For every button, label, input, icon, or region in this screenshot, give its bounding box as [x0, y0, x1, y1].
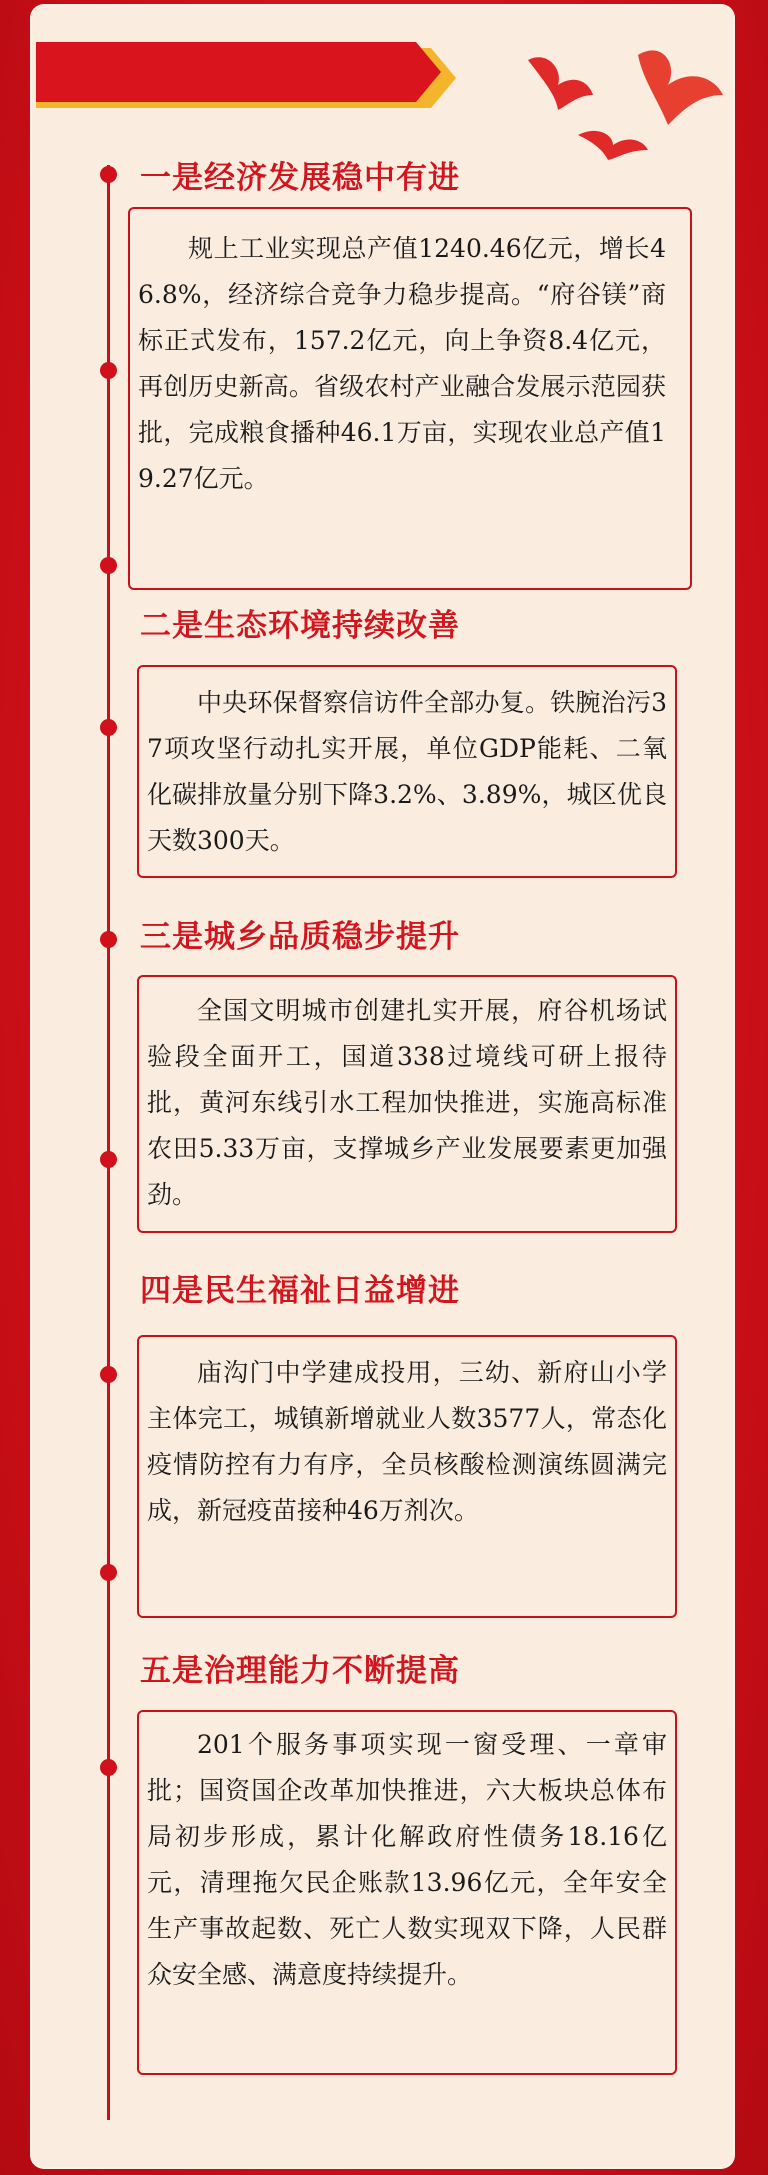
timeline-dot: [100, 1759, 117, 1776]
timeline-line: [107, 165, 110, 2120]
flying-doves-icon: [518, 40, 728, 160]
section-text: 庙沟门中学建成投用，三幼、新府山小学主体完工，城镇新增就业人数3577人，常态化疫情防控有力有序，全员核酸检测演练圆满完成，新冠疫苗接种46万剂次。: [147, 1358, 667, 1525]
section-heading: 一是经济发展稳中有进: [140, 160, 460, 196]
section-heading: 三是城乡品质稳步提升: [140, 919, 460, 955]
section-heading: 四是民生福祉日益增进: [140, 1273, 460, 1309]
section-text: 全国文明城市创建扎实开展，府谷机场试验段全面开工，国道338过境线可研上报待批，黄河东线引水工程加快推进，实施高标准农田5.33万亩，支撑城乡产业发展要素更加强劲。: [147, 996, 667, 1209]
timeline-dot: [100, 362, 117, 379]
timeline-dot: [100, 1564, 117, 1581]
timeline-dot: [100, 557, 117, 574]
section-heading: 五是治理能力不断提高: [140, 1653, 460, 1689]
timeline-dot: [100, 1151, 117, 1168]
ribbon-banner: [36, 42, 456, 114]
timeline-dot: [100, 166, 117, 183]
timeline-dot: [100, 931, 117, 948]
timeline-dot: [100, 719, 117, 736]
section-text: 中央环保督察信访件全部办复。铁腕治污37项攻坚行动扎实开展，单位GDP能耗、二氧化碳排放量分别下降3.2%、3.89%，城区优良天数300天。: [147, 688, 667, 855]
section-heading: 二是生态环境持续改善: [140, 608, 460, 644]
timeline-dot: [100, 1366, 117, 1383]
section-text: 201个服务事项实现一窗受理、一章审批；国资国企改革加快推进，六大板块总体布局初步形成，累计化解政府性债务18.16亿元，清理拖欠民企账款13.96亿元，全年安全生产事故起数、死亡人数实现双下降，人民群众安全感、满意度持续提升。: [147, 1730, 667, 1989]
section-text: 规上工业实现总产值1240.46亿元，增长46.8%，经济综合竞争力稳步提高。“府谷镁”商标正式发布，157.2亿元，向上争资8.4亿元，再创历史新高。省级农村产业融合发展示范园获批，完成粮食播种46.1万亩，实现农业总产值19.27亿元。: [138, 234, 666, 493]
